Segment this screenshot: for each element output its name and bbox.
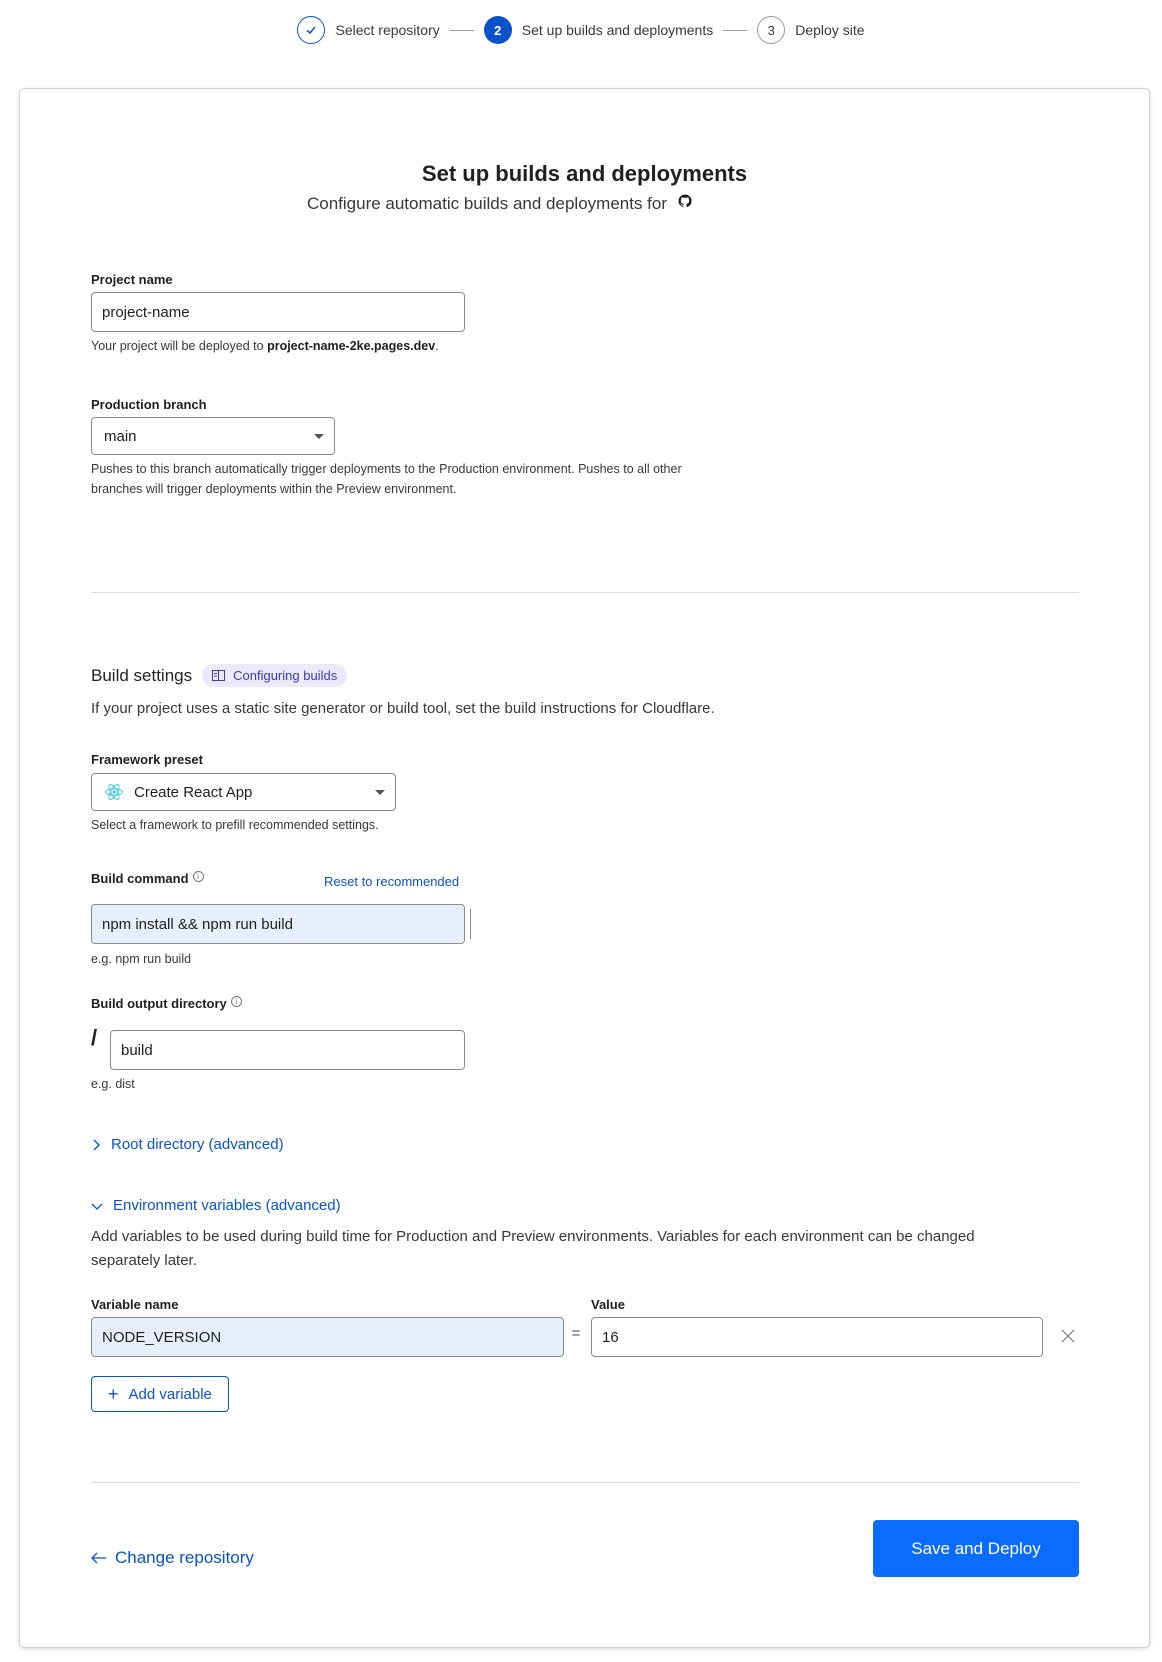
equals-sign: = xyxy=(571,1325,581,1342)
build-settings-heading xyxy=(91,664,347,687)
framework-preset-hint: Select a framework to prefill recommended settings. xyxy=(91,818,379,832)
step-label: Deploy site xyxy=(795,22,865,38)
hint-line: branches will trigger deployments within the Preview environment. xyxy=(91,482,457,496)
build-output-directory-label xyxy=(91,996,242,1011)
variable-name-value: NODE_VERSION xyxy=(102,1328,222,1346)
description-line: Add variables to be used during build time for Production and Preview environments. Variables for each environment can be changed xyxy=(91,1228,975,1245)
step-connector xyxy=(723,30,747,31)
add-variable-button[interactable] xyxy=(91,1376,229,1412)
section-divider xyxy=(91,592,1079,593)
framework-value: Create React App xyxy=(134,783,253,801)
step-number: 2 xyxy=(484,16,512,44)
environment-variables-label: Environment variables (advanced) xyxy=(113,1197,341,1214)
step-number: 3 xyxy=(757,16,785,44)
production-branch-label: Production branch xyxy=(91,397,207,412)
hint-line: Pushes to this branch automatically trigger deployments to the Production environment. Pushes to all other xyxy=(91,462,682,476)
output-dir-label-text: Build output directory xyxy=(91,996,227,1011)
project-name-label: Project name xyxy=(91,272,173,287)
project-name-hint xyxy=(91,336,439,356)
variable-value-header: Value xyxy=(591,1297,625,1312)
chevron-down-icon xyxy=(91,1201,103,1211)
build-command-input[interactable] xyxy=(91,904,465,944)
description-line: separately later. xyxy=(91,1252,197,1269)
subtitle-text: Configure automatic builds and deployments for xyxy=(306,193,668,213)
reset-to-recommended-link[interactable]: Reset to recommended xyxy=(324,874,460,889)
add-variable-label: Add variable xyxy=(128,1385,212,1403)
environment-variables-expander[interactable] xyxy=(91,1197,341,1214)
page-subtitle xyxy=(110,193,890,214)
root-directory-expander[interactable] xyxy=(91,1136,284,1153)
build-settings-description: If your project uses a static site generator or build tool, set the build instructions for Cloudflare. xyxy=(91,700,715,717)
step-set-up-builds xyxy=(484,16,713,44)
build-command-value: npm install && npm run build xyxy=(102,915,293,933)
doc-link-label: Configuring builds xyxy=(233,668,338,683)
github-icon xyxy=(677,193,693,214)
step-deploy-site xyxy=(757,16,864,44)
setup-card xyxy=(19,88,1150,1648)
arrow-left-icon xyxy=(91,1552,107,1564)
branch-value: main xyxy=(104,427,137,445)
framework-preset-select[interactable] xyxy=(91,773,396,811)
step-label: Set up builds and deployments xyxy=(521,22,714,38)
react-icon xyxy=(104,782,124,802)
plus-icon: + xyxy=(108,1384,119,1404)
build-output-directory-input[interactable] xyxy=(110,1030,465,1070)
info-icon[interactable]: i xyxy=(193,871,204,882)
root-directory-label: Root directory (advanced) xyxy=(111,1136,284,1153)
environment-variables-description xyxy=(91,1225,1091,1273)
hint-suffix: . xyxy=(435,339,439,353)
variable-value-value: 16 xyxy=(602,1328,619,1346)
build-output-directory-hint: e.g. dist xyxy=(91,1077,135,1091)
build-settings-title: Build settings xyxy=(91,665,193,685)
step-label: Select repository xyxy=(335,22,440,38)
progress-stepper xyxy=(0,16,1162,44)
deploy-domain: project-name-2ke.pages.dev xyxy=(267,339,436,353)
caret-down-icon xyxy=(375,790,385,795)
variable-value-input[interactable] xyxy=(591,1317,1043,1357)
build-command-hint: e.g. npm run build xyxy=(91,952,192,966)
variable-name-header: Variable name xyxy=(91,1297,179,1312)
footer-divider xyxy=(91,1482,1079,1483)
chevron-right-icon xyxy=(91,1139,101,1151)
build-command-label-text: Build command xyxy=(91,871,189,886)
framework-preset-label: Framework preset xyxy=(91,752,203,767)
book-icon xyxy=(212,670,225,681)
step-select-repository xyxy=(297,16,439,44)
output-dir-value: build xyxy=(121,1041,153,1059)
check-icon xyxy=(297,16,325,44)
production-branch-select[interactable] xyxy=(91,417,335,455)
change-repository-link[interactable] xyxy=(91,1548,254,1568)
info-icon[interactable]: i xyxy=(231,996,242,1007)
page-title: Set up builds and deployments xyxy=(421,161,748,186)
caret-down-icon xyxy=(314,434,324,439)
text-cursor xyxy=(470,909,471,939)
production-branch-hint xyxy=(91,459,682,499)
project-name-value: project-name xyxy=(102,303,190,321)
build-command-label xyxy=(91,871,204,886)
save-and-deploy-button[interactable]: Save and Deploy xyxy=(873,1520,1079,1577)
hint-text: Your project will be deployed to xyxy=(91,339,264,353)
project-name-input[interactable] xyxy=(91,292,465,332)
remove-variable-button[interactable] xyxy=(1060,1328,1076,1349)
step-connector xyxy=(450,30,474,31)
path-prefix: / xyxy=(91,1025,98,1050)
change-repository-label: Change repository xyxy=(115,1548,254,1567)
configuring-builds-link[interactable] xyxy=(202,664,347,687)
variable-name-input[interactable] xyxy=(91,1317,564,1357)
close-icon xyxy=(1060,1328,1076,1344)
